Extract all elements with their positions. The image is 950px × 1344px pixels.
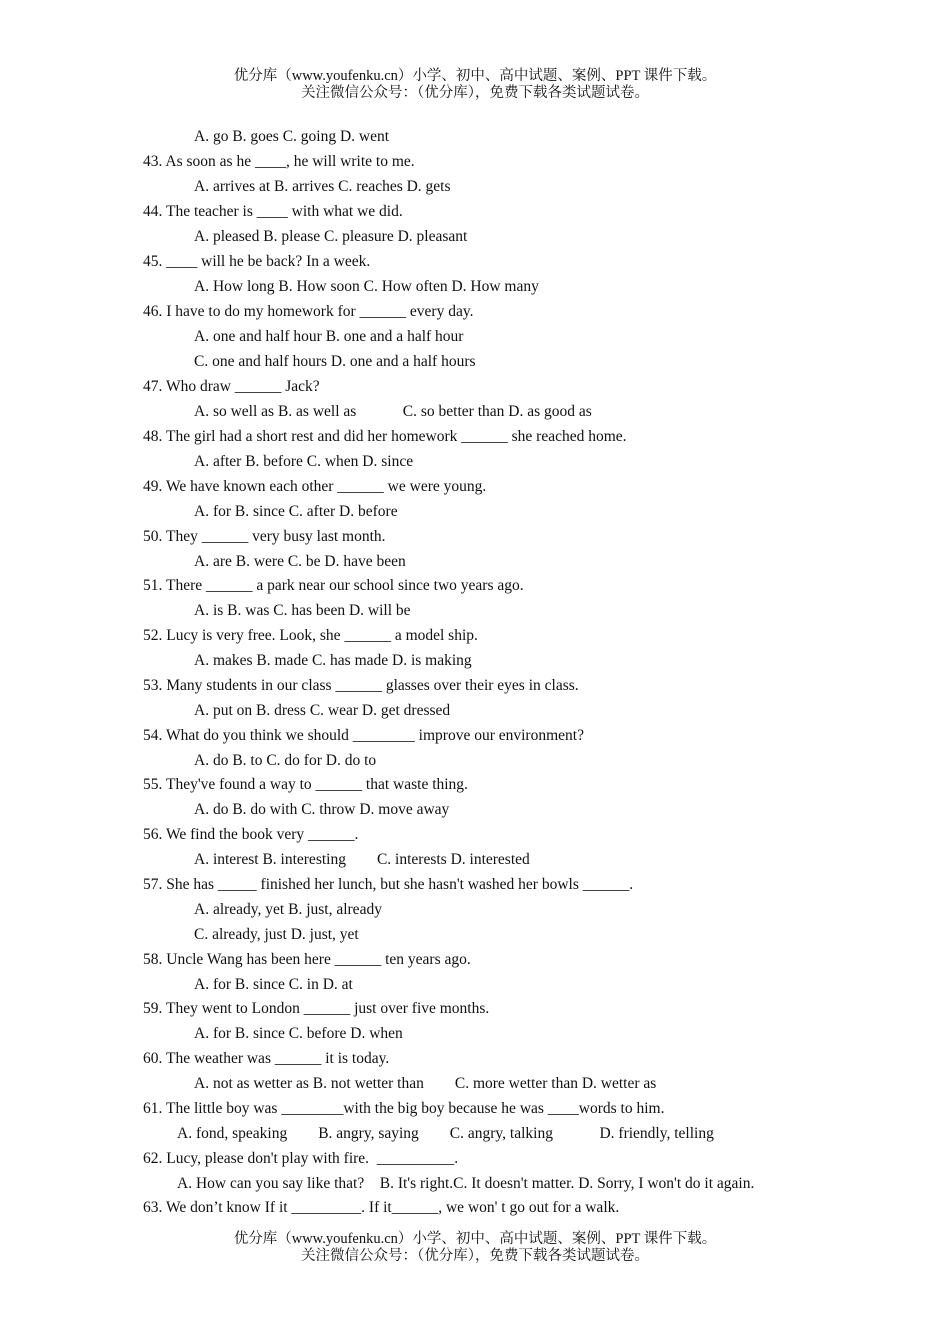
question-55: 55. They've found a way to ______ that waste thing. bbox=[143, 776, 468, 793]
options-48: A. after B. before C. when D. since bbox=[194, 453, 414, 470]
options-54: A. do B. to C. do for D. do to bbox=[194, 752, 377, 769]
question-59: 59. They went to London ______ just over five months. bbox=[143, 1000, 490, 1017]
question-60: 60. The weather was ______ it is today. bbox=[143, 1050, 390, 1067]
options-46-b: C. one and half hours D. one and a half hours bbox=[194, 353, 476, 370]
options-61: A. fond, speaking B. angry, saying C. angry, talking D. friendly, telling bbox=[177, 1125, 714, 1142]
options-52: A. makes B. made C. has made D. is making bbox=[194, 652, 472, 669]
options-51: A. is B. was C. has been D. will be bbox=[194, 602, 411, 619]
options-57-a: A. already, yet B. just, already bbox=[194, 901, 382, 918]
options-55: A. do B. do with C. throw D. move away bbox=[194, 801, 450, 818]
options-62: A. How can you say like that? B. It's right.C. It doesn't matter. D. Sorry, I won't do it again. bbox=[177, 1175, 755, 1192]
question-56: 56. We find the book very ______. bbox=[143, 826, 359, 843]
options-45: A. How long B. How soon C. How often D. How many bbox=[194, 278, 539, 295]
question-48: 48. The girl had a short rest and did her homework ______ she reached home. bbox=[143, 428, 627, 445]
options-49: A. for B. since C. after D. before bbox=[194, 503, 398, 520]
question-45: 45. ____ will he be back? In a week. bbox=[143, 253, 371, 270]
footer-line-2: 关注微信公众号：（优分库），免费下载各类试题试卷。 bbox=[301, 1248, 649, 1264]
page-header bbox=[0, 68, 950, 102]
options-50: A. are B. were C. be D. have been bbox=[194, 553, 406, 570]
options-59: A. for B. since C. before D. when bbox=[194, 1025, 403, 1042]
question-61: 61. The little boy was ________with the big boy because he was ____words to him. bbox=[143, 1100, 665, 1117]
options-47: A. so well as B. as well as C. so better than D. as good as bbox=[194, 403, 592, 420]
question-47: 47. Who draw ______ Jack? bbox=[143, 378, 320, 395]
question-54: 54. What do you think we should ________ improve our environment? bbox=[143, 727, 584, 744]
options-56: A. interest B. interesting C. interests D. interested bbox=[194, 851, 530, 868]
question-50: 50. They ______ very busy last month. bbox=[143, 528, 386, 545]
options-44: A. pleased B. please C. pleasure D. pleasant bbox=[194, 228, 468, 245]
question-58: 58. Uncle Wang has been here ______ ten years ago. bbox=[143, 951, 471, 968]
question-52: 52. Lucy is very free. Look, she ______ a model ship. bbox=[143, 627, 478, 644]
options-46-a: A. one and half hour B. one and a half hour bbox=[194, 328, 464, 345]
question-46: 46. I have to do my homework for ______ every day. bbox=[143, 303, 474, 320]
question-62: 62. Lucy, please don't play with fire. __________. bbox=[143, 1150, 459, 1167]
header-line-2: 关注微信公众号：（优分库），免费下载各类试题试卷。 bbox=[301, 85, 649, 101]
options-60: A. not as wetter as B. not wetter than C. more wetter than D. wetter as bbox=[194, 1075, 657, 1092]
options-58: A. for B. since C. in D. at bbox=[194, 976, 353, 993]
question-43: 43. As soon as he ____, he will write to me. bbox=[143, 153, 415, 170]
options-53: A. put on B. dress C. wear D. get dressed bbox=[194, 702, 451, 719]
question-44: 44. The teacher is ____ with what we did. bbox=[143, 203, 403, 220]
options-42: A. go B. goes C. going D. went bbox=[194, 128, 390, 145]
question-51: 51. There ______ a park near our school since two years ago. bbox=[143, 577, 524, 594]
header-line-1: 优分库（www.youfenku.cn）小学、初中、高中试题、案例、PPT 课件下载。 bbox=[233, 68, 717, 84]
options-43: A. arrives at B. arrives C. reaches D. gets bbox=[194, 178, 451, 195]
question-63: 63. We don’t know If it _________. If it______, we won' t go out for a walk. bbox=[143, 1199, 620, 1216]
question-49: 49. We have known each other ______ we were young. bbox=[143, 478, 487, 495]
options-57-b: C. already, just D. just, yet bbox=[194, 926, 359, 943]
page-footer bbox=[0, 1231, 950, 1265]
footer-line-1: 优分库（www.youfenku.cn）小学、初中、高中试题、案例、PPT 课件下载。 bbox=[233, 1231, 717, 1247]
question-53: 53. Many students in our class ______ glasses over their eyes in class. bbox=[143, 677, 579, 694]
question-57: 57. She has _____ finished her lunch, but she hasn't washed her bowls ______. bbox=[143, 876, 634, 893]
